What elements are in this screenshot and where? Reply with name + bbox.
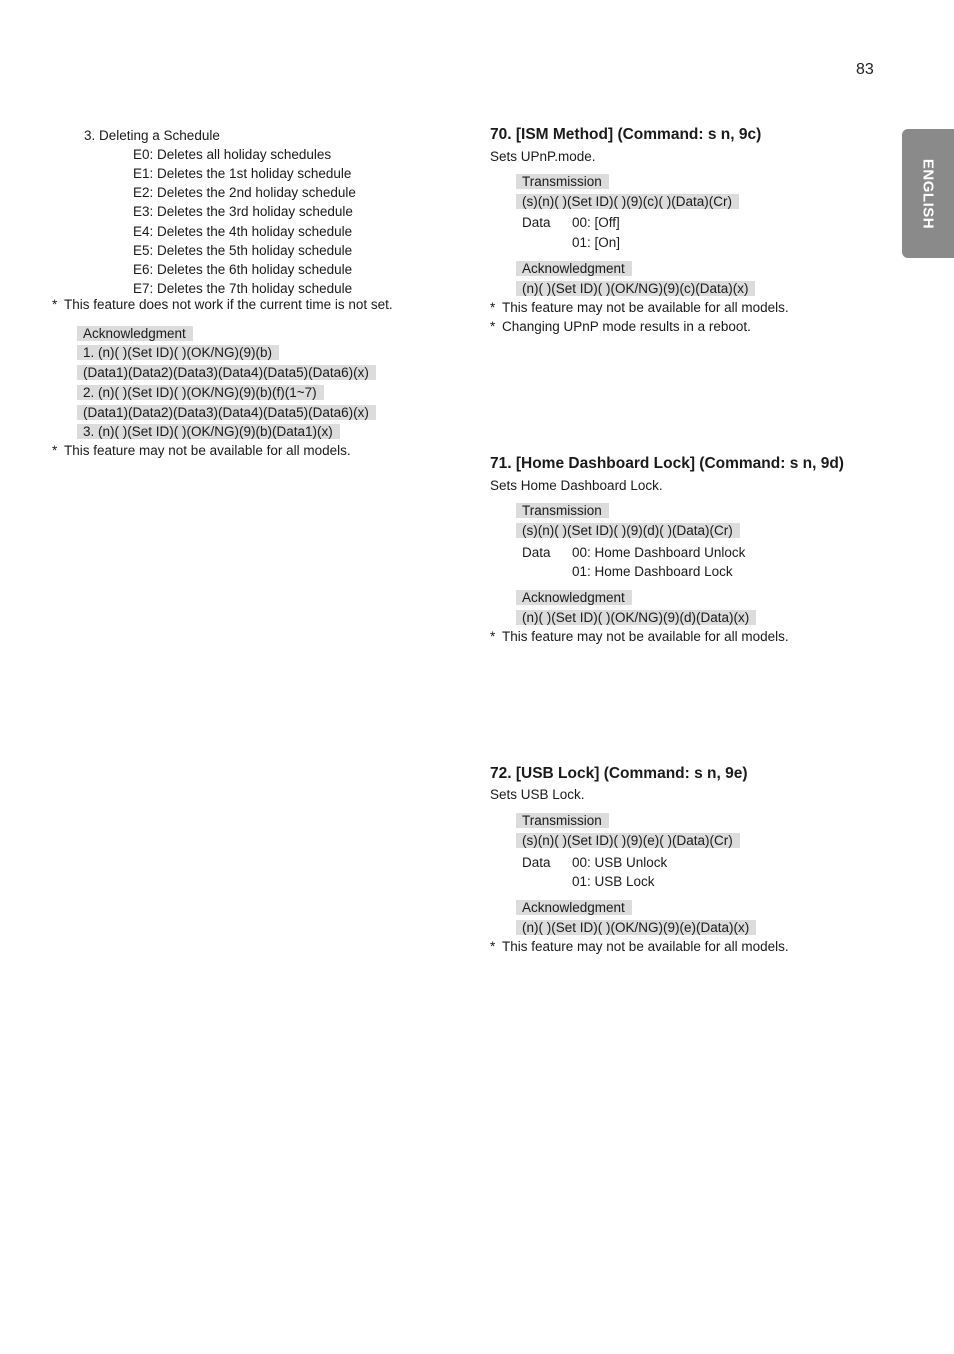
data-value: 00: Home Dashboard Unlock <box>572 545 746 560</box>
transmission-label: Transmission <box>516 172 609 191</box>
acknowledgment-label: Acknowledgment <box>516 898 632 917</box>
transmission-command: (s)(n)( )(Set ID)( )(9)(d)( )(Data)(Cr) <box>516 521 740 540</box>
data-value: 00: USB Unlock <box>572 855 668 870</box>
acknowledgment-line: 1. (n)( )(Set ID)( )(OK/NG)(9)(b) <box>77 343 279 362</box>
data-value: 01: USB Lock <box>572 874 655 889</box>
list-item: E1: Deletes the 1st holiday schedule <box>133 166 352 181</box>
data-value: 00: [Off] <box>572 215 620 230</box>
transmission-command: (s)(n)( )(Set ID)( )(9)(c)( )(Data)(Cr) <box>516 192 739 211</box>
acknowledgment-line: 3. (n)( )(Set ID)( )(OK/NG)(9)(b)(Data1)(x) <box>77 422 340 441</box>
section-heading-home-dashboard-lock: 71. [Home Dashboard Lock] (Command: s n, 9d) <box>490 455 844 472</box>
acknowledgment-command: (n)( )(Set ID)( )(OK/NG)(9)(d)(Data)(x) <box>516 608 756 627</box>
list-item: E6: Deletes the 6th holiday schedule <box>133 262 353 277</box>
language-tab-label: ENGLISH <box>919 158 937 229</box>
acknowledgment-line: (Data1)(Data2)(Data3)(Data4)(Data5)(Data6)(x) <box>77 403 376 422</box>
note: * This feature does not work if the current time is not set. <box>52 297 393 312</box>
acknowledgment-label: Acknowledgment <box>516 259 632 278</box>
note: * This feature may not be available for all models. <box>490 629 789 644</box>
list-item: E7: Deletes the 7th holiday schedule <box>133 281 353 296</box>
list-item: E5: Deletes the 5th holiday schedule <box>133 243 353 258</box>
note: * This feature may not be available for all models. <box>490 939 789 954</box>
list-item: E0: Deletes all holiday schedules <box>133 147 332 162</box>
transmission-command: (s)(n)( )(Set ID)( )(9)(e)( )(Data)(Cr) <box>516 831 740 850</box>
section-description: Sets Home Dashboard Lock. <box>490 478 663 493</box>
acknowledgment-label: Acknowledgment <box>516 588 632 607</box>
delete-schedule-title: 3. Deleting a Schedule <box>84 128 220 143</box>
section-heading-ism-method: 70. [ISM Method] (Command: s n, 9c) <box>490 126 762 143</box>
section-heading-usb-lock: 72. [USB Lock] (Command: s n, 9e) <box>490 765 748 782</box>
note: * This feature may not be available for all models. <box>490 300 789 315</box>
section-description: Sets UPnP.mode. <box>490 149 596 164</box>
list-item: E2: Deletes the 2nd holiday schedule <box>133 185 356 200</box>
acknowledgment-line: (Data1)(Data2)(Data3)(Data4)(Data5)(Data6)(x) <box>77 363 376 382</box>
data-label: Data <box>522 545 551 560</box>
data-label: Data <box>522 215 551 230</box>
acknowledgment-command: (n)( )(Set ID)( )(OK/NG)(9)(c)(Data)(x) <box>516 279 755 298</box>
note: * This feature may not be available for all models. <box>52 443 351 458</box>
data-label: Data <box>522 855 551 870</box>
data-value: 01: Home Dashboard Lock <box>572 564 733 579</box>
section-description: Sets USB Lock. <box>490 787 585 802</box>
acknowledgment-line: 2. (n)( )(Set ID)( )(OK/NG)(9)(b)(f)(1~7) <box>77 383 324 402</box>
language-tab <box>902 129 954 258</box>
list-item: E4: Deletes the 4th holiday schedule <box>133 224 353 239</box>
acknowledgment-label: Acknowledgment <box>77 324 193 343</box>
acknowledgment-command: (n)( )(Set ID)( )(OK/NG)(9)(e)(Data)(x) <box>516 918 756 937</box>
note: * Changing UPnP mode results in a reboot. <box>490 319 751 334</box>
page-number: 83 <box>856 61 874 78</box>
transmission-label: Transmission <box>516 501 609 520</box>
transmission-label: Transmission <box>516 811 609 830</box>
data-value: 01: [On] <box>572 235 621 250</box>
list-item: E3: Deletes the 3rd holiday schedule <box>133 204 353 219</box>
